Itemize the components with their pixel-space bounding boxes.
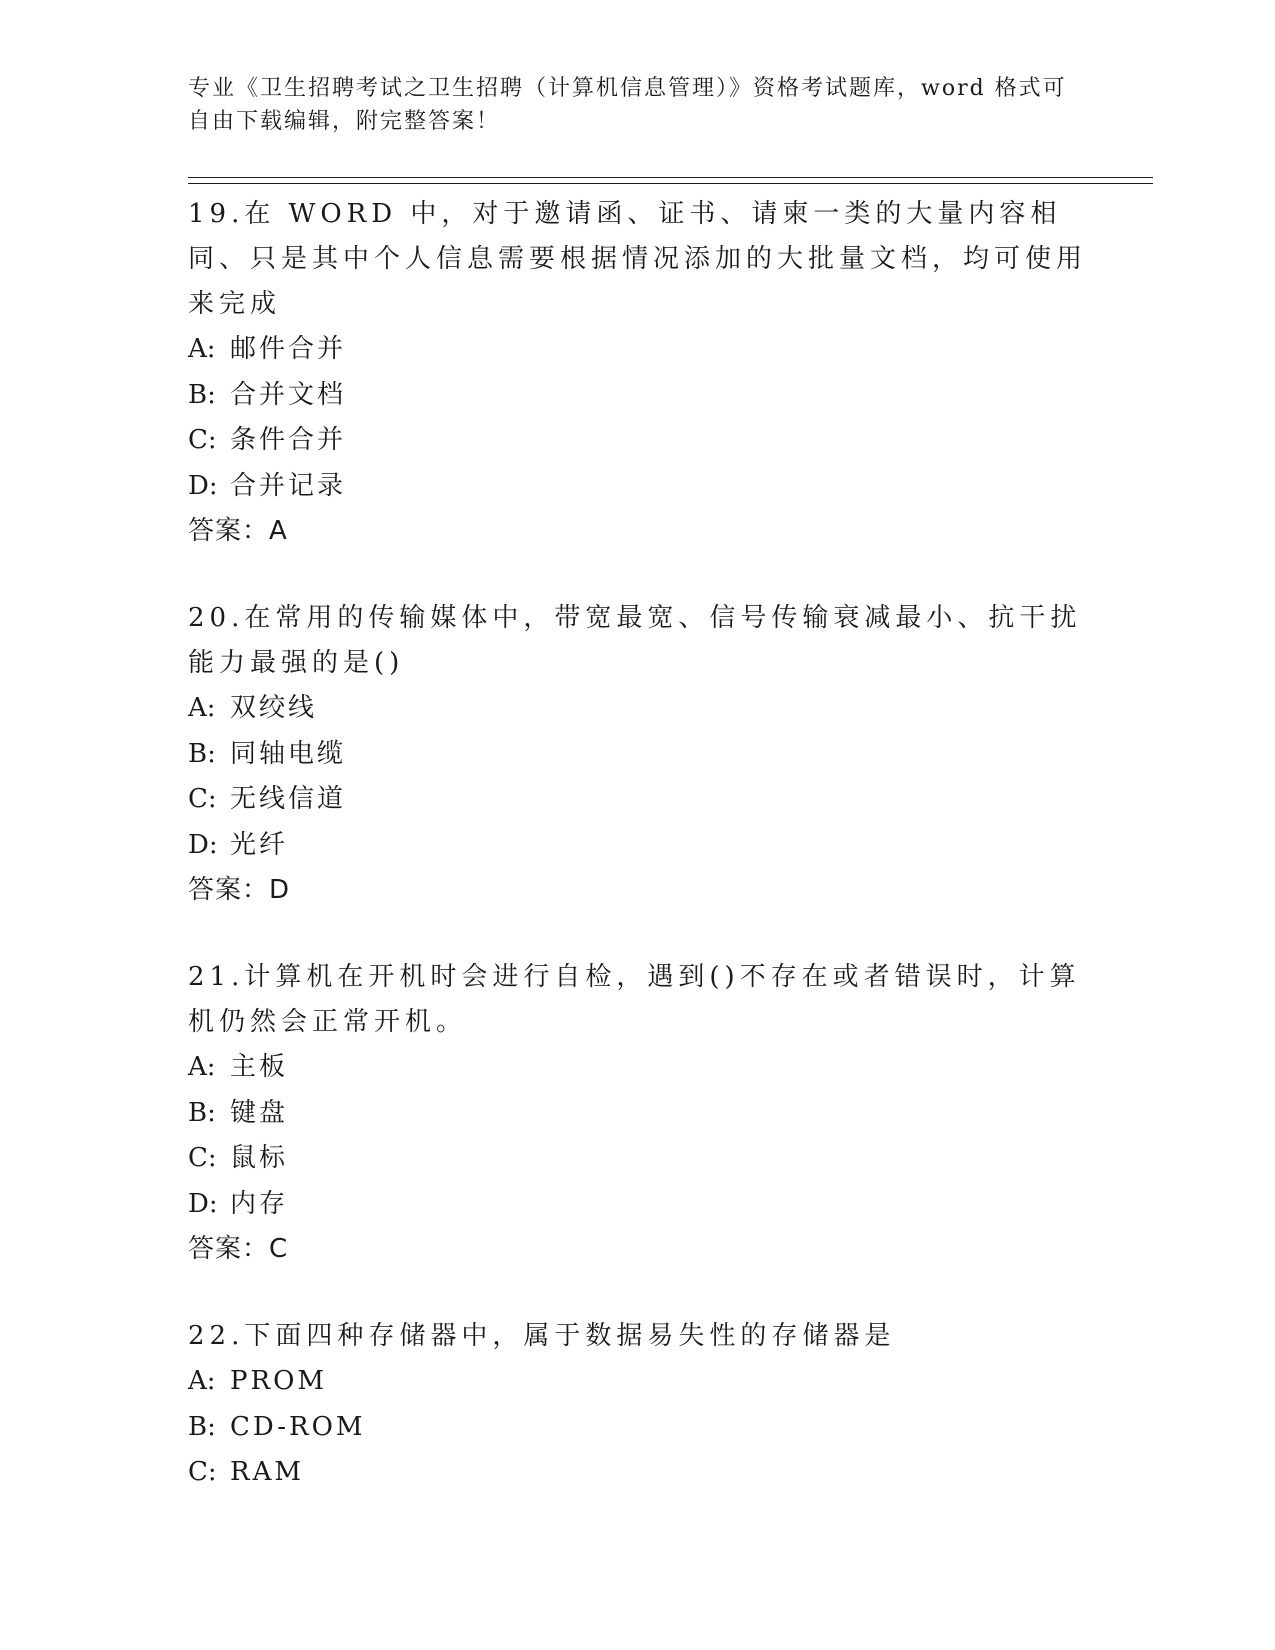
option-key: C:	[188, 784, 217, 814]
header-divider-bottom	[188, 183, 1153, 184]
question-text: 在常用的传输媒体中，带宽最宽、信号传输衰减最小、抗干扰能力最强的是()	[188, 603, 1082, 678]
option-key: A:	[188, 693, 216, 723]
option-text: 无线信道	[230, 784, 347, 814]
option-key: B:	[188, 1097, 216, 1128]
option-d	[188, 464, 1088, 510]
option-b	[188, 1405, 1088, 1451]
question-number: 19.	[188, 199, 245, 229]
option-a	[188, 1045, 1088, 1091]
option-key: A:	[188, 334, 216, 364]
answer-label: 答案：	[188, 516, 270, 546]
option-key: B:	[188, 738, 216, 769]
question-21	[188, 955, 1088, 1272]
question-number: 20.	[188, 603, 245, 633]
option-key: B:	[188, 379, 216, 410]
question-number: 21.	[188, 962, 245, 992]
option-text: 邮件合并	[230, 334, 347, 364]
option-text: 合并记录	[230, 470, 347, 501]
option-key: A:	[188, 1366, 216, 1396]
question-text: 下面四种存储器中，属于数据易失性的存储器是	[244, 1321, 896, 1351]
question-number: 22.	[188, 1321, 245, 1351]
question-stem	[188, 192, 1088, 327]
option-c	[188, 1136, 1088, 1182]
question-22	[188, 1314, 1088, 1496]
answer-label: 答案：	[188, 1234, 270, 1264]
option-text: 鼠标	[230, 1143, 289, 1173]
option-text: 同轴电缆	[230, 738, 347, 769]
option-b	[188, 373, 1088, 419]
answer-value: D	[269, 875, 291, 905]
option-d	[188, 1182, 1088, 1228]
option-key: D:	[188, 470, 218, 501]
option-text: 光纤	[230, 829, 289, 860]
option-text: 条件合并	[230, 425, 347, 455]
option-text: 主板	[230, 1052, 289, 1082]
question-text: 计算机在开机时会进行自检，遇到()不存在或者错误时，计算机仍然会正常开机。	[188, 962, 1081, 1037]
question-stem	[188, 1314, 1088, 1359]
answer-line	[188, 1227, 1088, 1272]
option-text: PROM	[230, 1366, 328, 1396]
answer-line	[188, 868, 1088, 913]
question-stem	[188, 596, 1088, 686]
question-19	[188, 192, 1088, 554]
option-b	[188, 732, 1088, 778]
question-stem	[188, 955, 1088, 1045]
question-list	[188, 188, 1088, 1538]
option-key: D:	[188, 829, 218, 860]
option-key: C:	[188, 1457, 217, 1487]
option-b	[188, 1091, 1088, 1137]
option-key: D:	[188, 1188, 218, 1219]
option-a	[188, 686, 1088, 732]
option-a	[188, 1359, 1088, 1405]
option-a	[188, 327, 1088, 373]
option-text: RAM	[230, 1457, 304, 1487]
option-key: C:	[188, 425, 217, 455]
option-text: CD-ROM	[230, 1411, 366, 1442]
option-d	[188, 823, 1088, 869]
option-key: A:	[188, 1052, 216, 1082]
option-text: 合并文档	[230, 379, 347, 410]
answer-value: C	[269, 1234, 289, 1264]
option-text: 内存	[230, 1188, 289, 1219]
header-divider-top	[188, 177, 1153, 178]
answer-value: A	[269, 516, 288, 546]
option-c	[188, 1450, 1088, 1496]
option-key: B:	[188, 1411, 216, 1442]
option-c	[188, 777, 1088, 823]
document-header: 专业《卫生招聘考试之卫生招聘（计算机信息管理）》资格考试题库，word 格式可自由下载编辑，附完整答案！	[188, 76, 1067, 134]
answer-label: 答案：	[188, 875, 270, 905]
option-text: 键盘	[230, 1097, 289, 1128]
option-c	[188, 418, 1088, 464]
option-text: 双绞线	[230, 693, 318, 723]
answer-line	[188, 509, 1088, 554]
option-key: C:	[188, 1143, 217, 1173]
question-text: 在 WORD 中，对于邀请函、证书、请柬一类的大量内容相同、只是其中个人信息需要根据情况添加的大批量文档，均可使用来完成	[188, 199, 1088, 319]
question-20	[188, 596, 1088, 913]
